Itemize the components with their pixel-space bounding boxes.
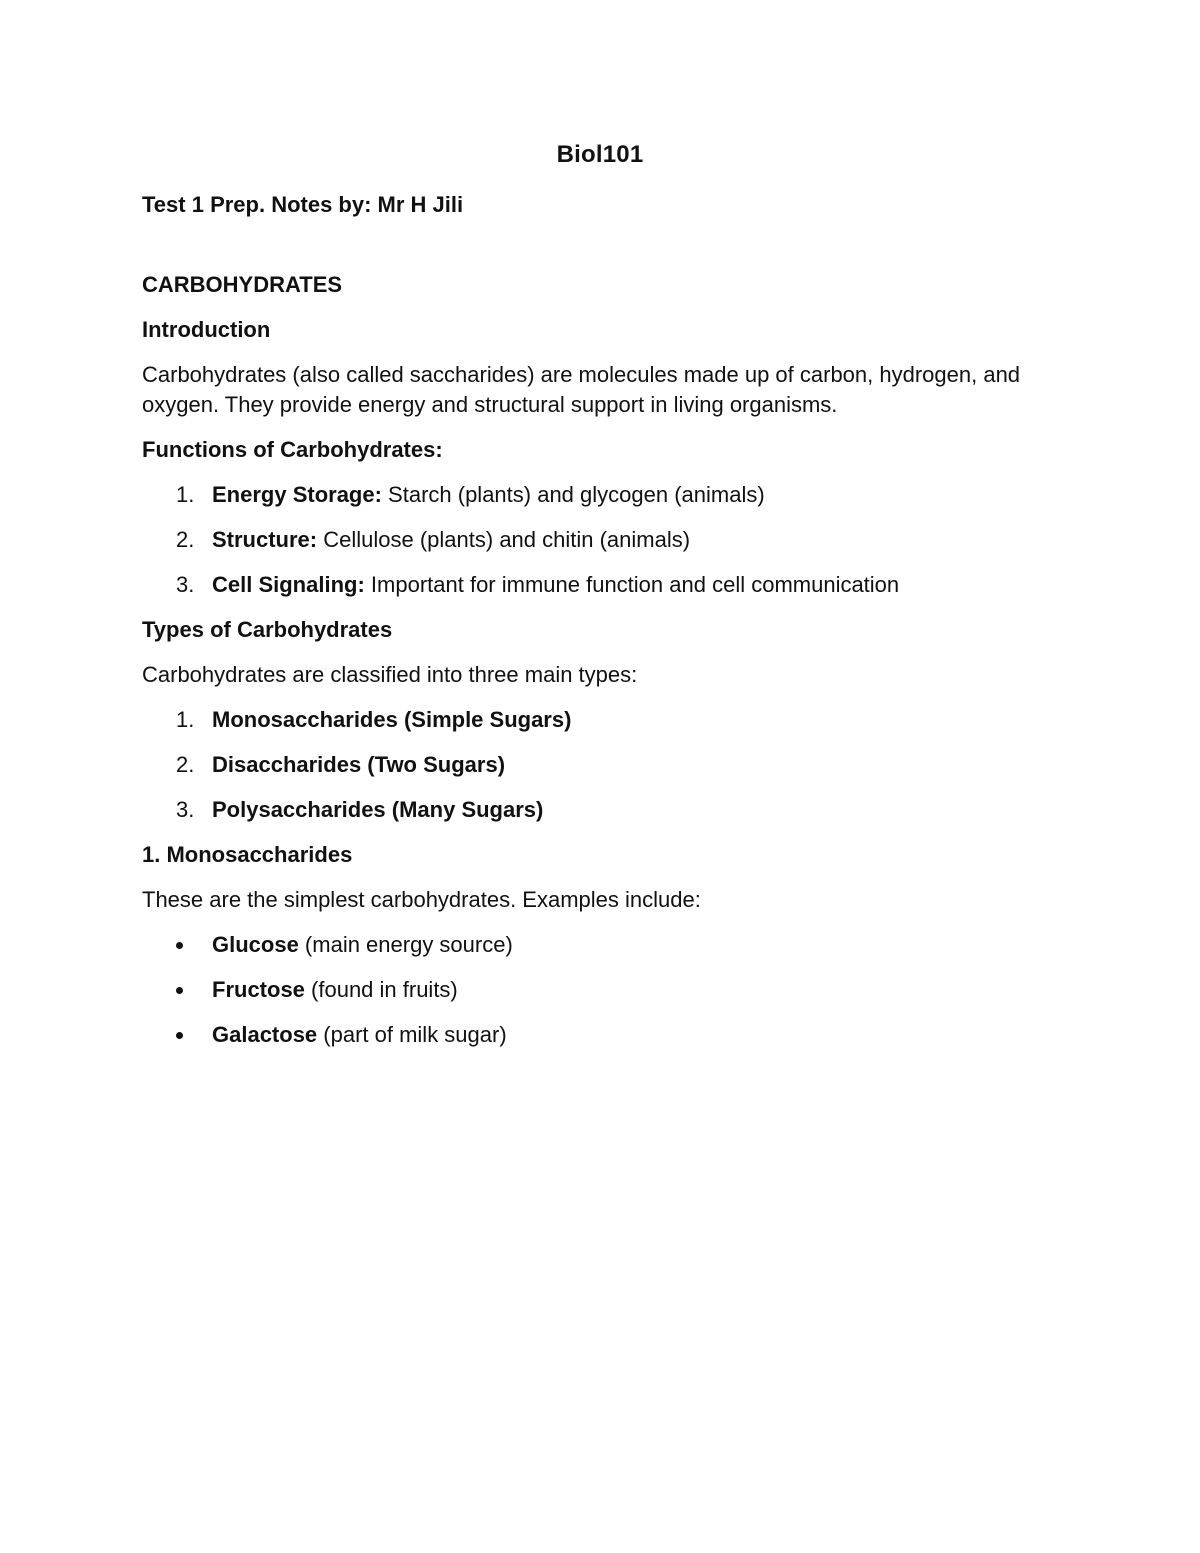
- list-item-term: Cell Signaling:: [212, 572, 365, 597]
- types-heading: Types of Carbohydrates: [142, 617, 393, 642]
- intro-heading: Introduction: [142, 317, 271, 342]
- list-number: 1.: [176, 707, 195, 732]
- list-item-term: Fructose: [212, 977, 305, 1002]
- bullet-icon: [176, 1032, 183, 1039]
- monosaccharides-heading: 1. Monosaccharides: [142, 842, 353, 867]
- list-item: [142, 930, 1062, 960]
- list-number: 2.: [176, 752, 195, 777]
- list-item-term: Structure:: [212, 527, 318, 552]
- list-number: 2.: [176, 527, 195, 552]
- list-item-desc: (found in fruits): [304, 977, 458, 1002]
- intro-paragraph: Carbohydrates (also called saccharides) are molecules made up of carbon, hydrogen, and oxygen. They provide energy and structural support in living organisms.: [142, 362, 1021, 417]
- document-body: [142, 140, 1062, 1065]
- document-title: Biol101: [556, 141, 644, 168]
- list-item: [142, 480, 1062, 510]
- types-list: [142, 705, 1062, 825]
- list-item-term: Polysaccharides (Many Sugars): [212, 797, 544, 822]
- list-item-term: Energy Storage:: [212, 482, 382, 507]
- list-item-desc: Cellulose (plants) and chitin (animals): [317, 527, 691, 552]
- list-number: 3.: [176, 797, 195, 822]
- list-item: [142, 750, 1062, 780]
- list-item-desc: (part of milk sugar): [317, 1022, 507, 1047]
- list-item-term: Glucose: [212, 932, 299, 957]
- list-item-desc: Starch (plants) and glycogen (animals): [381, 482, 765, 507]
- list-number: 3.: [176, 572, 195, 597]
- bullet-icon: [176, 942, 183, 949]
- bullet-icon: [176, 987, 183, 994]
- list-item-term: Galactose: [212, 1022, 318, 1047]
- list-item: [142, 705, 1062, 735]
- section-title: CARBOHYDRATES: [142, 272, 343, 297]
- list-item: [142, 570, 1062, 600]
- functions-list: [142, 480, 1062, 600]
- monosaccharides-list: [142, 930, 1062, 1050]
- functions-heading: Functions of Carbohydrates:: [142, 437, 443, 462]
- types-paragraph: Carbohydrates are classified into three main types:: [142, 662, 638, 687]
- list-number: 1.: [176, 482, 195, 507]
- list-item: [142, 795, 1062, 825]
- list-item: [142, 1020, 1062, 1050]
- list-item-term: Disaccharides (Two Sugars): [212, 752, 506, 777]
- list-item: [142, 975, 1062, 1005]
- list-item: [142, 525, 1062, 555]
- document-subtitle: Test 1 Prep. Notes by: Mr H Jili: [142, 192, 464, 217]
- list-item-term: Monosaccharides (Simple Sugars): [212, 707, 572, 732]
- list-item-desc: Important for immune function and cell communication: [364, 572, 900, 597]
- monosaccharides-paragraph: These are the simplest carbohydrates. Examples include:: [142, 887, 701, 912]
- list-item-desc: (main energy source): [298, 932, 513, 957]
